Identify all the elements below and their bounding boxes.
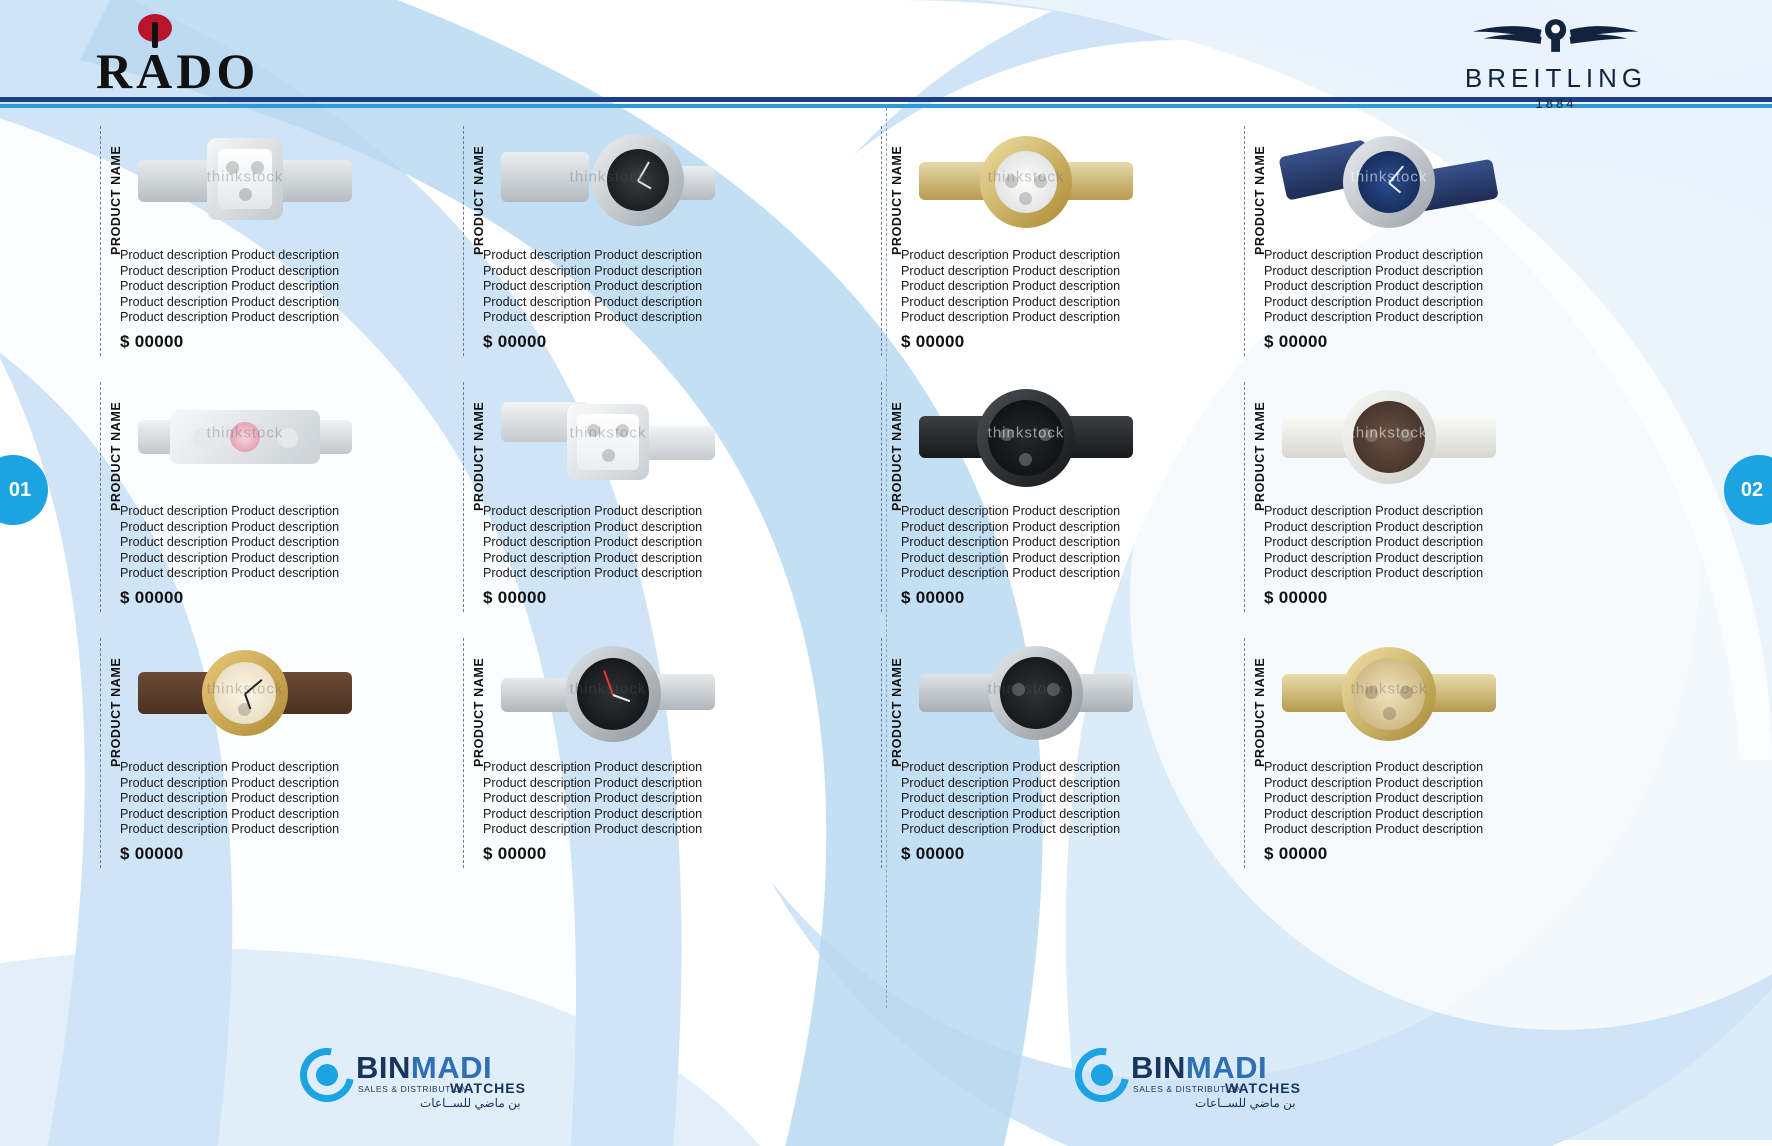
card-divider [100,382,101,612]
image-watermark: thinkstock [206,680,284,698]
product-image [1264,122,1514,242]
center-gutter-line [886,108,887,1008]
product-description: Product description Product description Product description Product description Product description Product description Product description Product description Product description Product description [1264,760,1484,837]
product-price: $ 00000 [120,588,184,607]
product-price: $ 00000 [483,332,547,351]
footer-logo-madi: MADI [410,1050,493,1085]
image-watermark: thinkstock [569,680,647,698]
product-image [1264,634,1514,754]
product-description: Product description Product description Product description Product description Product description Product description Product description Product description Product description Product description [120,504,340,581]
card-divider [463,382,464,612]
product-name-label: PRODUCT NAME [472,145,486,255]
page-number-right-label: 02 [1740,478,1764,501]
card-divider [881,382,882,612]
footer-logo-subtitle: SALES & DISTRIBUTION [1133,1084,1243,1094]
product-image [901,122,1151,242]
image-watermark: thinkstock [987,424,1065,442]
product-name-label: PRODUCT NAME [472,401,486,511]
product-price: $ 00000 [901,332,965,351]
product-name-label: PRODUCT NAME [1253,657,1267,767]
image-watermark: thinkstock [1350,680,1428,698]
card-divider [1244,638,1245,868]
image-watermark: thinkstock [569,168,647,186]
product-name-label: PRODUCT NAME [109,401,123,511]
product-card[interactable] [1236,376,1626,632]
product-price: $ 00000 [120,332,184,351]
footer-logo-watches: WATCHES [450,1080,526,1096]
product-price: $ 00000 [901,844,965,863]
product-description: Product description Product description Product description Product description Product description Product description Product description Product description Product description Product description [901,760,1121,837]
footer-logo-arabic: بن ماضي للســاعات [420,1096,521,1110]
product-name-label: PRODUCT NAME [472,657,486,767]
product-card[interactable] [92,632,482,888]
image-watermark: thinkstock [569,424,647,442]
product-description: Product description Product description Product description Product description Product description Product description Product description Product description Product description Product description [120,248,340,325]
product-name-label: PRODUCT NAME [109,657,123,767]
product-price: $ 00000 [483,844,547,863]
product-price: $ 00000 [901,588,965,607]
product-description: Product description Product description Product description Product description Product description Product description Product description Product description Product description Product description [901,248,1121,325]
product-image [120,634,370,754]
card-divider [1244,126,1245,356]
product-price: $ 00000 [1264,844,1328,863]
card-divider [100,638,101,868]
product-image [120,378,370,498]
image-watermark: thinkstock [987,680,1065,698]
card-divider [463,638,464,868]
product-image [901,634,1151,754]
product-description: Product description Product description Product description Product description Product description Product description Product description Product description Product description Product description [483,504,703,581]
product-card[interactable] [873,376,1263,632]
product-card[interactable] [1236,632,1626,888]
rado-wordmark: RADO [96,43,260,99]
product-card[interactable] [455,376,845,632]
breitling-wings-icon [1450,14,1661,58]
footer-logo-bin: BIN [356,1050,411,1085]
footer-logo-bin: BIN [1131,1050,1186,1085]
card-divider [463,126,464,356]
product-image [901,378,1151,498]
footer-logo-madi: MADI [1185,1050,1268,1085]
product-description: Product description Product description Product description Product description Product description Product description Product description Product description Product description Product description [901,504,1121,581]
product-name-label: PRODUCT NAME [890,401,904,511]
product-description: Product description Product description Product description Product description Product description Product description Product description Product description Product description Product description [1264,504,1484,581]
product-card[interactable] [1236,120,1626,376]
binmadi-dot-icon [1091,1064,1113,1086]
product-name-label: PRODUCT NAME [890,657,904,767]
product-description: Product description Product description Product description Product description Product description Product description Product description Product description Product description Product description [483,248,703,325]
card-divider [881,126,882,356]
page-number-left-label: 01 [8,478,32,501]
footer-logo-watches: WATCHES [1225,1080,1301,1096]
product-card[interactable] [92,120,482,376]
card-divider [881,638,882,868]
image-watermark: thinkstock [1350,168,1428,186]
product-image [120,122,370,242]
image-watermark: thinkstock [206,424,284,442]
breitling-wordmark: BREITLING [1464,63,1648,93]
product-description: Product description Product description Product description Product description Product description Product description Product description Product description Product description Product description [1264,248,1484,325]
product-image [483,122,733,242]
product-price: $ 00000 [1264,332,1328,351]
product-image [483,634,733,754]
product-name-label: PRODUCT NAME [109,145,123,255]
product-name-label: PRODUCT NAME [1253,145,1267,255]
product-price: $ 00000 [120,844,184,863]
product-card[interactable] [455,632,845,888]
product-image [483,378,733,498]
footer-logo-left [300,1044,530,1110]
product-description: Product description Product description Product description Product description Product description Product description Product description Product description Product description Product description [120,760,340,837]
product-price: $ 00000 [483,588,547,607]
product-card[interactable] [92,376,482,632]
card-divider [100,126,101,356]
product-name-label: PRODUCT NAME [1253,401,1267,511]
footer-logo-right [1075,1044,1305,1110]
card-divider [1244,382,1245,612]
binmadi-dot-icon [316,1064,338,1086]
footer-logo-subtitle: SALES & DISTRIBUTION [358,1084,468,1094]
image-watermark: thinkstock [1350,424,1428,442]
product-card[interactable] [873,632,1263,888]
product-description: Product description Product description Product description Product description Product description Product description Product description Product description Product description Product description [483,760,703,837]
product-card[interactable] [455,120,845,376]
product-card[interactable] [873,120,1263,376]
breitling-logo [1426,14,1686,111]
image-watermark: thinkstock [206,168,284,186]
image-watermark: thinkstock [987,168,1065,186]
product-name-label: PRODUCT NAME [890,145,904,255]
product-price: $ 00000 [1264,588,1328,607]
breitling-year: 1884 [1535,96,1577,111]
footer-logo-arabic: بن ماضي للســاعات [1195,1096,1296,1110]
rado-logo [96,14,356,99]
product-image [1264,378,1514,498]
